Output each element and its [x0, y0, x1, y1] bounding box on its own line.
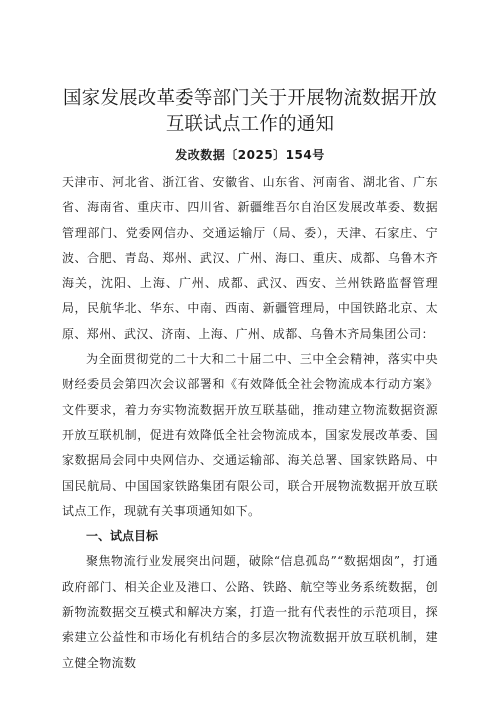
addressees: 天津市、河北省、浙江省、安徽省、山东省、河南省、湖北省、广东省、海南省、重庆市、四川省、新疆维吾尔自治区发展改革委、数据管理部门、党委网信办、交通运输厅（局、委），天津、石家庄、宁波、合肥、青岛、郑州、武汉、广州、海口、重庆、成都、乌鲁木齐海关，沈阳、上海、广州、成都、武汉、西安、兰州铁路监督管理局，民航华北、华东、中南、西南、新疆管理局，中国铁路北京、太原、郑州、武汉、济南、上海、广州、成都、乌鲁木齐局集团公司：	[62, 175, 438, 341]
document-number: 发改数据〔2025〕154号	[175, 148, 325, 162]
section-1-heading: 一、试点目标	[86, 529, 159, 544]
document-title	[62, 86, 438, 138]
title-line-1: 国家发展改革委等部门关于开展物流数据开放	[62, 88, 437, 109]
intro-paragraph: 为全面贯彻党的二十大和二十届二中、三中全会精神，落实中央财经委员会第四次会议部署和《有效降低全社会物流成本行动方案》文件要求，着力夯实物流数据开放互联基础，推动建立物流数据资源开放互联机制，促进有效降低全社会物流成本，国家发展改革委、国家数据局会同中央网信办、交通运输部、海关总署、国家铁路局、中国民航局、中国国家铁路集团有限公司，联合开展物流数据开放互联试点工作，现就有关事项通知如下。	[62, 352, 438, 518]
section-1-paragraph: 聚焦物流行业发展突出问题，破除“信息孤岛”“数据烟囱”，打通政府部门、相关企业及港口、公路、铁路、航空等业务系统数据，创新物流数据交互模式和解决方案，打造一批有代表性的示范项目，探索建立公益性和市场化有机结合的多层次物流数据开放互联机制，建立健全物流数	[62, 554, 438, 670]
title-line-2: 互联试点工作的通知	[165, 114, 335, 135]
